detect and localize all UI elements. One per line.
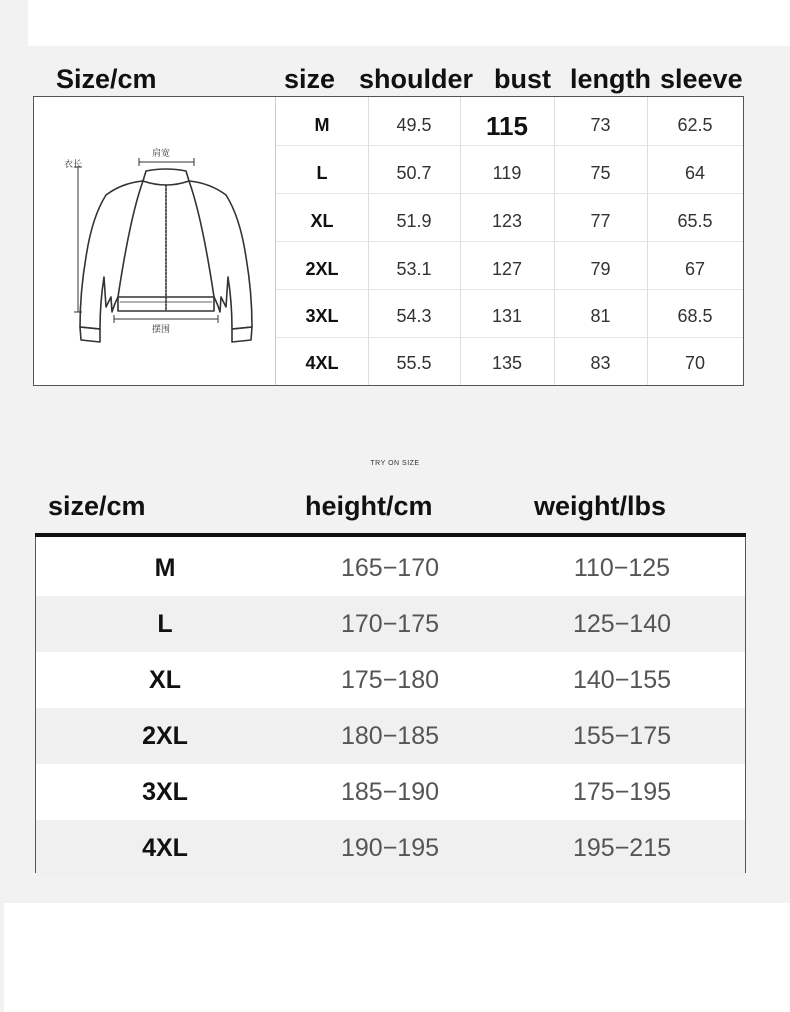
table-cell-length: 81 — [590, 306, 611, 326]
table-cell-shoulder: 51.9 — [396, 211, 432, 231]
header-shoulder: shoulder — [359, 64, 474, 94]
table-cell-shoulder: 50.7 — [396, 163, 432, 183]
table-cell-length: 77 — [590, 211, 611, 231]
try-on-size-label: TRY ON SIZE — [370, 460, 420, 467]
table-cell-shoulder: 55.5 — [396, 353, 432, 373]
table-cell-length: 83 — [590, 353, 611, 373]
table-row — [36, 820, 745, 876]
header-size: size — [284, 64, 336, 94]
table-cell-bust: 119 — [492, 163, 522, 183]
fit-size: XL — [149, 666, 181, 694]
fit-weight: 125−140 — [572, 610, 672, 638]
table-cell-shoulder: 53.1 — [396, 259, 432, 279]
fit-table — [35, 537, 746, 873]
table-row-size: 4XL — [305, 353, 339, 373]
row-separator — [276, 289, 743, 290]
diagram-length-label: 衣长 — [64, 160, 83, 170]
table-row — [36, 540, 745, 596]
table-cell-sleeve: 67 — [684, 259, 706, 279]
fit-weight: 110−125 — [573, 554, 671, 582]
row-separator — [276, 193, 743, 194]
fit-size: 3XL — [142, 778, 188, 806]
table-cell-sleeve: 65.5 — [677, 211, 713, 231]
row-separator — [276, 337, 743, 338]
table-cell-length: 73 — [590, 115, 611, 135]
table-row-size: 3XL — [305, 306, 339, 326]
header-weight: weight/lbs — [534, 491, 667, 521]
fit-height: 165−170 — [340, 554, 440, 582]
top-white-band — [28, 0, 790, 46]
fit-height: 190−195 — [340, 834, 440, 862]
table-row-size: L — [316, 163, 328, 183]
header-length: length — [570, 64, 651, 94]
table-cell-sleeve: 70 — [684, 353, 706, 373]
fit-size: M — [154, 554, 176, 582]
row-separator — [276, 241, 743, 242]
table-cell-bust: 115 — [486, 111, 528, 141]
table-cell-shoulder: 49.5 — [396, 115, 432, 135]
fit-height: 175−180 — [340, 666, 440, 694]
fit-weight: 195−215 — [572, 834, 672, 862]
bottom-white-band — [4, 903, 790, 1012]
fit-size: 2XL — [142, 722, 188, 750]
table-row — [36, 596, 745, 652]
table-row-size: M — [314, 115, 330, 135]
table-row — [36, 764, 745, 820]
measurement-table — [33, 96, 744, 386]
fit-height: 180−185 — [340, 722, 440, 750]
table-cell-shoulder: 54.3 — [396, 306, 432, 326]
header-size-cm: Size/cm — [56, 64, 157, 94]
table-row-size: 2XL — [305, 259, 339, 279]
header-bust: bust — [494, 64, 551, 94]
table-row — [36, 652, 745, 708]
table-cell-bust: 135 — [491, 353, 523, 373]
row-separator — [276, 145, 743, 146]
header-size-cm-2: size/cm — [48, 491, 146, 521]
fit-height: 170−175 — [340, 610, 440, 638]
table-cell-sleeve: 68.5 — [677, 306, 713, 326]
table-cell-bust: 131 — [491, 306, 523, 326]
fit-weight: 175−195 — [572, 778, 672, 806]
diagram-hem-label: 摆围 — [152, 325, 171, 335]
table-cell-length: 79 — [590, 259, 611, 279]
table-cell-bust: 127 — [491, 259, 523, 279]
table-cell-sleeve: 62.5 — [677, 115, 713, 135]
table-row — [36, 708, 745, 764]
diagram-shoulder-label: 肩宽 — [152, 149, 171, 159]
table-cell-sleeve: 64 — [684, 163, 706, 183]
jacket-icon — [34, 97, 275, 385]
fit-height: 185−190 — [340, 778, 440, 806]
table-cell-bust: 123 — [491, 211, 523, 231]
table-row-size: XL — [310, 211, 334, 231]
header-sleeve: sleeve — [660, 64, 743, 94]
fit-weight: 140−155 — [572, 666, 672, 694]
header-height: height/cm — [305, 491, 433, 521]
fit-size: L — [157, 610, 173, 638]
table-cell-length: 75 — [590, 163, 611, 183]
fit-size: 4XL — [142, 834, 188, 862]
jacket-diagram — [34, 97, 276, 385]
fit-weight: 155−175 — [572, 722, 672, 750]
